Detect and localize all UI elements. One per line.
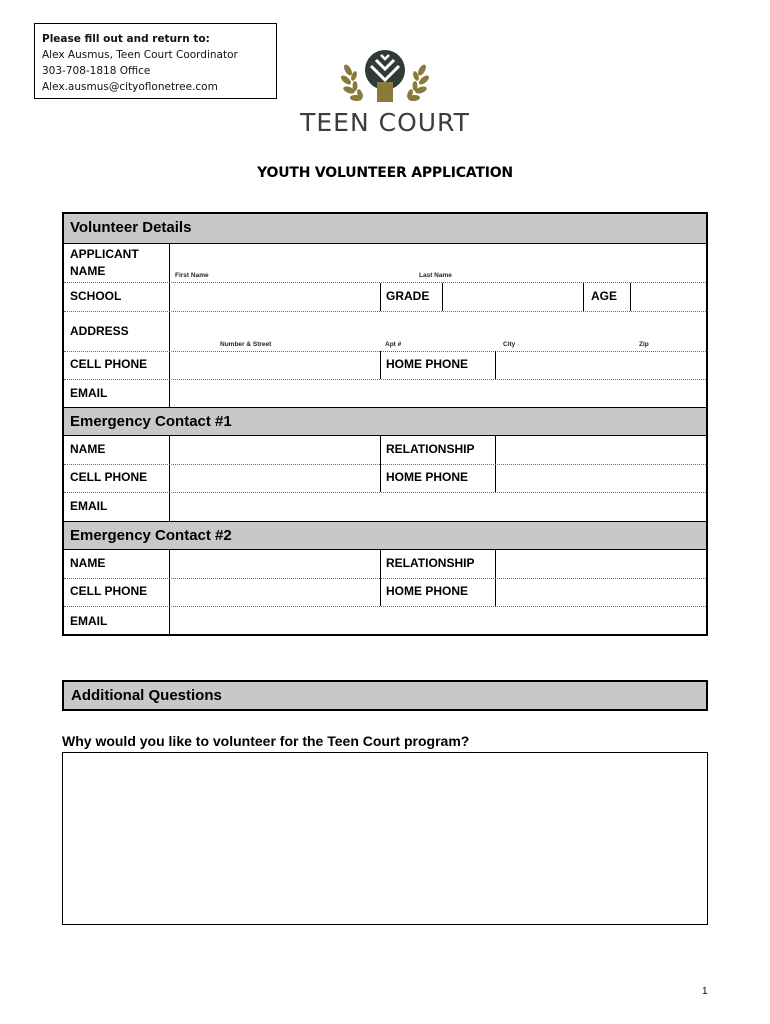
label-column-divider — [169, 244, 170, 635]
ec1-home-phone-label: HOME PHONE — [386, 470, 469, 484]
home-phone-field[interactable] — [496, 351, 706, 379]
grade-field[interactable] — [443, 283, 583, 311]
ec2-relationship-field[interactable] — [496, 550, 706, 578]
application-form — [62, 212, 708, 636]
contact-email: Alex.ausmus@cityoflonetree.com — [42, 81, 218, 93]
volunteer-reason-answer[interactable] — [62, 752, 708, 925]
ec1-home-phone-field[interactable] — [496, 464, 706, 492]
volunteer-details-heading: Volunteer Details — [64, 214, 706, 244]
last-name-hint: Last Name — [419, 272, 452, 279]
cell-phone-label: CELL PHONE — [70, 357, 148, 371]
page-number: 1 — [702, 986, 708, 997]
ec1-name-label: NAME — [70, 442, 106, 456]
ec1-email-label: EMAIL — [70, 499, 108, 513]
first-name-hint: First Name — [175, 272, 209, 279]
ec1-name-field[interactable] — [171, 436, 380, 464]
ec1-relationship-field[interactable] — [496, 436, 706, 464]
ec1-cell-phone-field[interactable] — [171, 464, 380, 492]
volunteer-reason-question: Why would you like to volunteer for the Teen Court program? — [62, 733, 470, 749]
cell-phone-field[interactable] — [171, 351, 380, 379]
email-label: EMAIL — [70, 386, 108, 400]
ec2-email-label: EMAIL — [70, 614, 108, 628]
city-hint: City — [503, 341, 516, 348]
return-heading: Please fill out and return to: — [42, 33, 210, 45]
ec1-email-field[interactable] — [171, 492, 706, 521]
return-address-box — [34, 23, 277, 99]
office-phone: 303-708-1818 Office — [42, 65, 151, 77]
page-title: YOUTH VOLUNTEER APPLICATION — [257, 165, 513, 181]
laurel-crest-icon — [338, 46, 432, 110]
school-label: SCHOOL — [70, 289, 122, 303]
ec1-relationship-label: RELATIONSHIP — [386, 442, 475, 456]
ec2-name-field[interactable] — [171, 550, 380, 578]
email-field[interactable] — [171, 379, 706, 407]
address-label: ADDRESS — [70, 324, 129, 338]
ec1-cell-phone-label: CELL PHONE — [70, 470, 148, 484]
zip-hint: Zip — [639, 341, 649, 348]
ec2-name-label: NAME — [70, 556, 106, 570]
coordinator-name: Alex Ausmus, Teen Court Coordinator — [42, 49, 238, 61]
home-phone-label: HOME PHONE — [386, 357, 469, 371]
logo-wordmark: TEEN COURT — [300, 108, 470, 137]
emergency-contact-2-heading: Emergency Contact #2 — [64, 521, 706, 550]
ec2-home-phone-field[interactable] — [496, 578, 706, 606]
emergency-contact-1-heading: Emergency Contact #1 — [64, 407, 706, 436]
ec2-email-field[interactable] — [171, 606, 706, 634]
teen-court-logo — [290, 46, 480, 136]
street-hint: Number & Street — [220, 341, 272, 348]
ec2-home-phone-label: HOME PHONE — [386, 584, 469, 598]
applicant-name-label: APPLICANT NAME — [70, 247, 139, 278]
age-field[interactable] — [631, 283, 706, 311]
additional-questions-heading: Additional Questions — [62, 680, 708, 711]
ec2-cell-phone-field[interactable] — [171, 578, 380, 606]
school-field[interactable] — [171, 283, 380, 311]
address-field[interactable] — [171, 311, 706, 351]
grade-label: GRADE — [386, 289, 430, 303]
age-label: AGE — [591, 289, 618, 303]
applicant-name-field[interactable] — [171, 244, 706, 284]
ec2-relationship-label: RELATIONSHIP — [386, 556, 475, 570]
apt-hint: Apt # — [385, 341, 402, 348]
ec2-cell-phone-label: CELL PHONE — [70, 584, 148, 598]
